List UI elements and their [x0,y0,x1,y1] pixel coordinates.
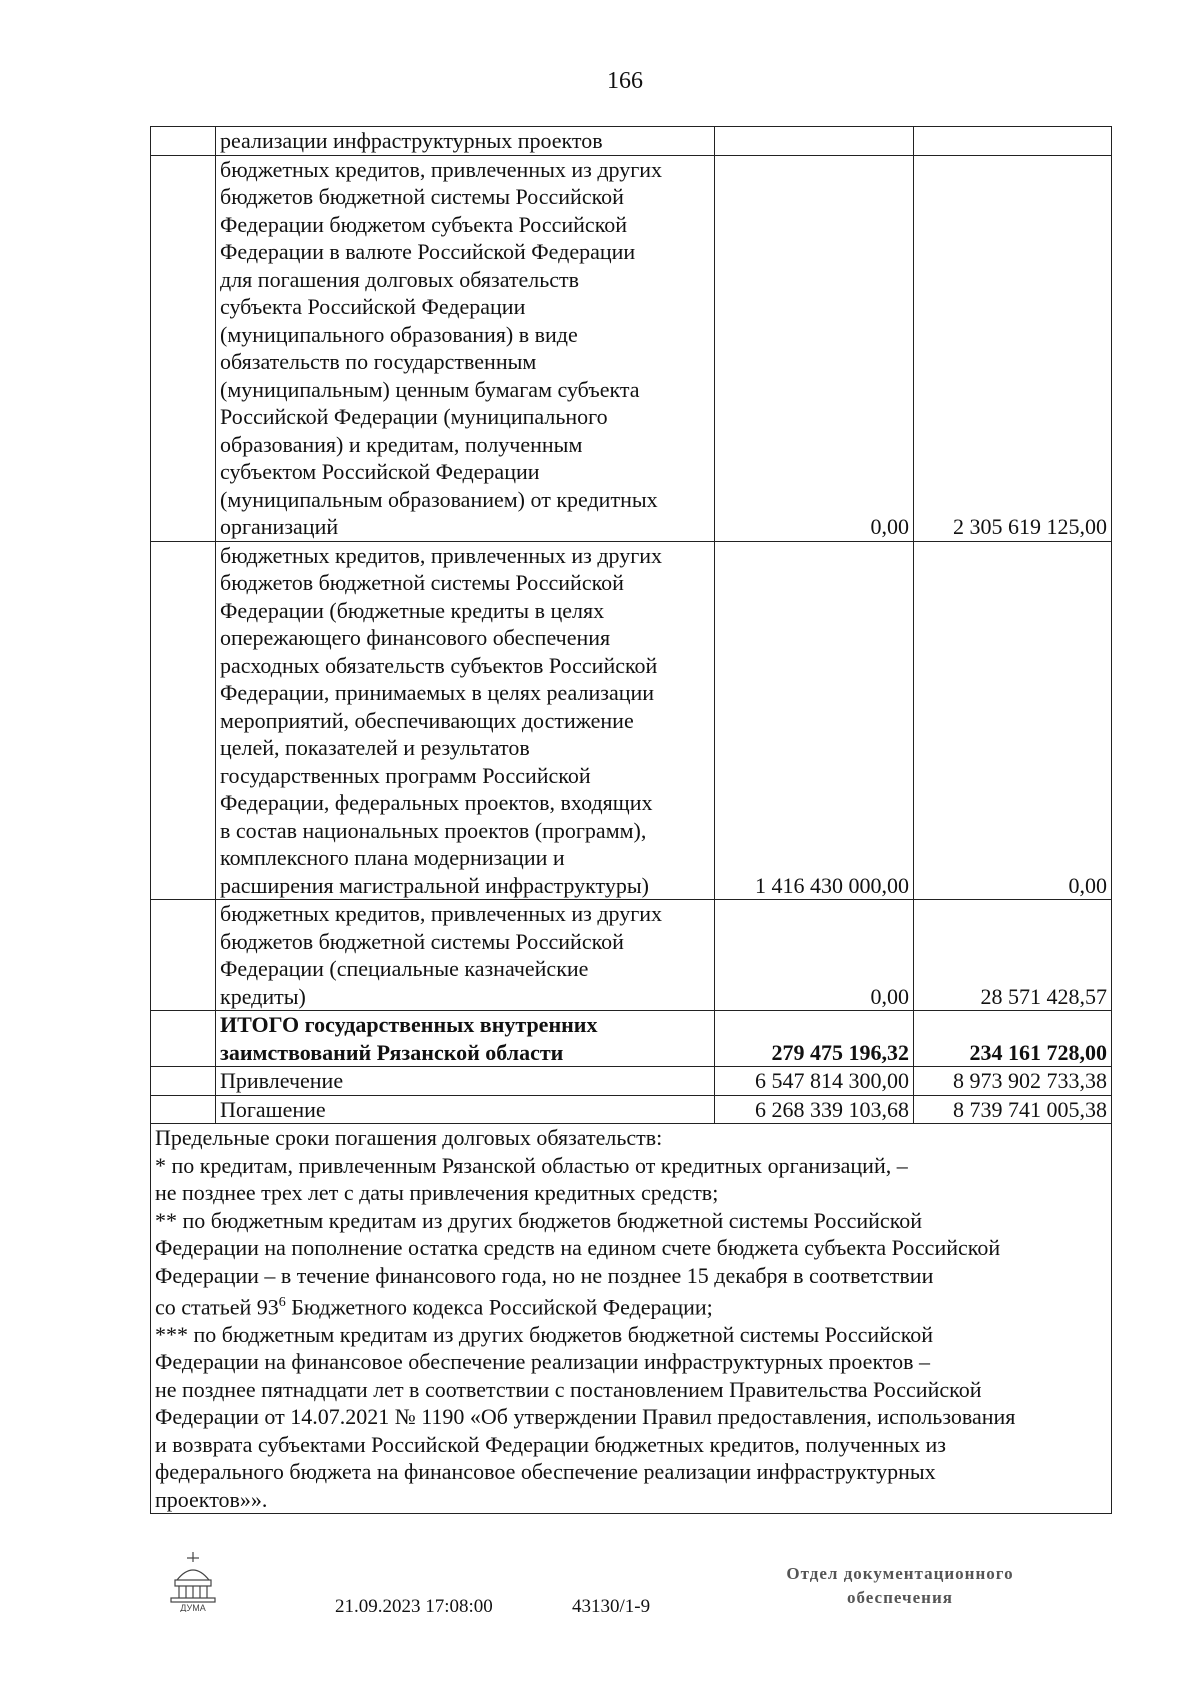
row-description-cell [216,900,715,1011]
row-value-2023: 279 475 196,32 [715,1011,914,1067]
table-row [151,155,1112,541]
note-3: *** по бюджетным кредитам из других бюджетов бюджетной системы Российской Федерации на финансовое обеспечение реализации инфраструктурных проектов – не позднее пятнадцати лет в соответствии с постановлением Правительства Российской Федерации от 14.07.2021 № 1190 «Об утверждении Правил предоставления, использования и возврата субъектами Российской Федерации бюджетных кредитов, полученных из федерального бюджета на финансовое обеспечение реализации инфраструктурных проектов»». [155,1321,1016,1512]
row-description-cell [216,155,715,541]
row-value-2023: 0,00 [715,900,914,1011]
note-2-text-b: Бюджетного кодекса Российской Федерации; [285,1294,713,1320]
row-description: бюджетных кредитов, привлеченных из других бюджетов бюджетной системы Российской Федерации (бюджетные кредиты в целях опережающего финансового обеспечения расходных обязательств субъектов Российской Федерации, принимаемых в целях реализации мероприятий, обеспечивающих достижение целей, показателей и результатов государственных программ Российской Федерации, федеральных проектов, входящих в состав национальных проектов (программ), комплексного плана модернизации и расширения магистральной инфраструктуры) [220,542,663,898]
row-value-2024: 28 571 428,57 [914,900,1112,1011]
row-value-2024: 8 739 741 005,38 [914,1095,1112,1124]
note-2-text-a: ** по бюджетным кредитам из других бюджетов бюджетной системы Российской Федерации на пополнение остатка средств на едином счете бюджета субъекта Российской Федерации – в течение финансового года, но не позднее 15 декабря в соответствии со статьей 93 [155,1207,1001,1320]
table-row [151,127,1112,156]
row-value-2023: 0,00 [715,155,914,541]
row-value-2024 [914,127,1112,156]
note-1: * по кредитам, привлеченным Рязанской областью от кредитных организаций, – не позднее трех лет с даты привлечения кредитных средств; [155,1152,908,1205]
page-number: 166 [607,68,643,94]
logo-text: ДУМА [180,1603,206,1612]
row-description-cell [216,1011,715,1067]
notes-cell [151,1124,1112,1514]
row-description: бюджетных кредитов, привлеченных из других бюджетов бюджетной системы Российской Федерации (специальные казначейские кредиты) [220,901,663,1009]
row-index-cell [151,1011,216,1067]
row-index-cell [151,541,216,900]
row-index-cell [151,900,216,1011]
row-description: бюджетных кредитов, привлеченных из других бюджетов бюджетной системы Российской Федерации бюджетом субъекта Российской Федерации в валюте Российской Федерации для погашения долговых обязательств субъекта Российской Федерации (муниципального образования) в виде обязательств по государственным (муниципальным) ценным бумагам субъекта Российской Федерации (муниципального образования) и кредитам, полученным субъектом Российской Федерации (муниципальным образованием) от кредитных организаций [220,156,663,539]
row-description-cell [216,127,715,156]
row-value-2024: 8 973 902 733,38 [914,1067,1112,1096]
row-value-2023: 6 547 814 300,00 [715,1067,914,1096]
note-2-superscript: 6 [278,1295,286,1310]
table-row [151,1095,1112,1124]
table-row [151,900,1112,1011]
row-value-2024: 0,00 [914,541,1112,900]
notes-row [151,1124,1112,1514]
row-description: ИТОГО государственных внутренних заимствований Рязанской области [220,1012,598,1065]
notes-heading: Предельные сроки погашения долговых обязательств: [155,1125,663,1150]
row-value-2024: 2 305 619 125,00 [914,155,1112,541]
stamp-line-1: Отдел документационного [786,1564,1014,1583]
row-description: реализации инфраструктурных проектов [220,128,603,153]
row-description: Привлечение [220,1068,344,1093]
note-2 [155,1207,1107,1321]
row-value-2023: 6 268 339 103,68 [715,1095,914,1124]
row-index-cell [151,1067,216,1096]
table-row [151,541,1112,900]
row-value-2023: 1 416 430 000,00 [715,541,914,900]
stamp-line-2: обеспечения [847,1588,953,1607]
row-description-cell [216,541,715,900]
duma-logo-icon [165,1550,221,1612]
row-value-2024: 234 161 728,00 [914,1011,1112,1067]
table-row [151,1067,1112,1096]
row-description-cell [216,1067,715,1096]
row-index-cell [151,155,216,541]
footer-reg-number: 43130/1-9 [572,1596,651,1617]
row-index-cell [151,1095,216,1124]
department-stamp [735,1562,1065,1610]
footer-datetime: 21.09.2023 17:08:00 [335,1596,493,1617]
row-description: Погашение [220,1096,326,1122]
borrowings-table [150,126,1112,1514]
row-value-2023 [715,127,914,156]
row-index-cell [151,127,216,156]
row-description-cell [216,1095,715,1124]
table-row [151,1011,1112,1067]
